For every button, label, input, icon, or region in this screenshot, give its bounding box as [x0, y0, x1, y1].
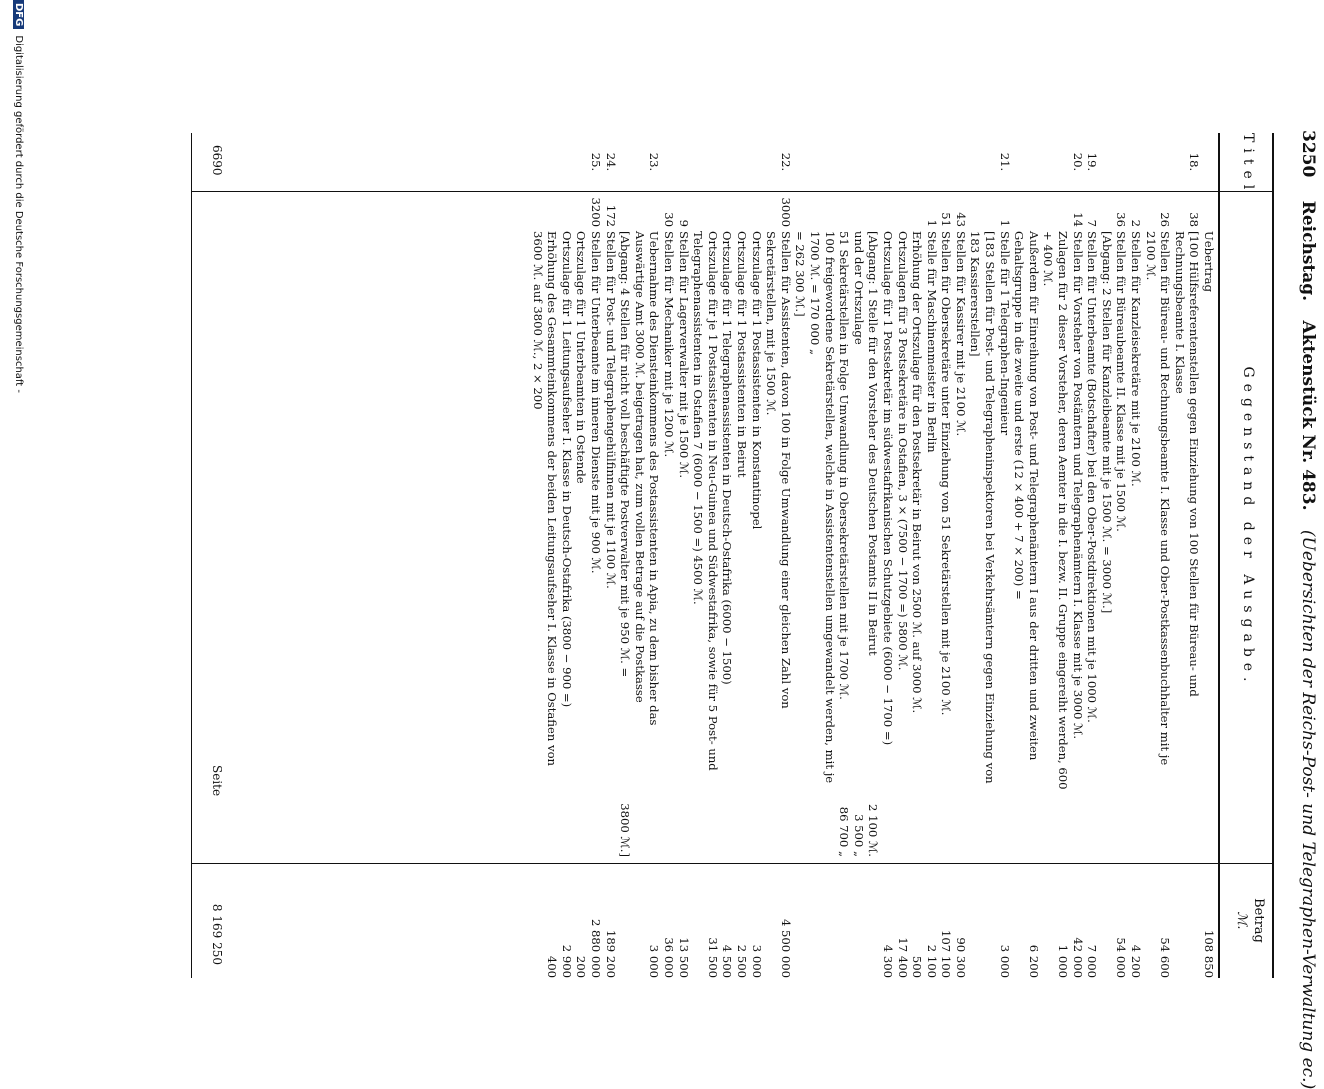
row-amount: 4 300: [880, 944, 895, 978]
row-amount: [807, 863, 836, 988]
row-count: [793, 191, 808, 231]
row-count: [720, 191, 735, 231]
row-text: Stellen für Obersekretäre unter Einziehung von 51 Sekretärstellen mit je 2100 ℳ.: [939, 231, 954, 716]
table-row: [1012, 133, 1041, 978]
digitization-text: Digitalisierung gefördert durch die Deutsche Forschungsgemeinschaft -: [13, 35, 24, 393]
table-row: [764, 133, 793, 978]
row-text: Stellen für Lagerverwalter mit je 1500 ℳ.: [676, 231, 691, 479]
row-count: [691, 191, 720, 231]
row-subamount: [997, 791, 1012, 863]
table-row: [793, 133, 808, 978]
row-subamount: [676, 791, 691, 863]
row-subamount: [793, 791, 808, 863]
row-subamount: [924, 791, 939, 863]
table-row: [939, 133, 954, 978]
table-row: [851, 133, 866, 978]
row-titel: [953, 133, 968, 191]
row-amount: 400: [545, 955, 560, 978]
row-text: Ortszulage für 1 Postassistenten in Konstantinopel: [749, 231, 764, 530]
table-row: [1128, 133, 1143, 978]
footer-sum: 8 169 250: [210, 903, 224, 965]
row-count: 172: [603, 204, 618, 227]
row-titel: [749, 133, 764, 191]
row-text: Stellen für Vorsteher von Postämtern und Telegraphenämtern I. Klasse mit je 3000 ℳ.: [1070, 231, 1085, 740]
row-subamount: [953, 791, 968, 863]
row-text: Erhöhung der Ortszulage für den Postsekretär in Beirut von 2500 ℳ. auf 3000 ℳ.: [910, 231, 925, 714]
row-count: [530, 191, 559, 231]
row-subamount: [1012, 791, 1041, 863]
row-text: Stellen für Unterbeamte (Botschafter) bei den Ober-Postdirektionen mit je 1000 ℳ.: [1085, 231, 1100, 723]
row-subamount: [734, 791, 749, 863]
table-row: [603, 133, 618, 978]
table-row: [618, 133, 633, 978]
row-count: [618, 191, 633, 231]
row-titel: [1041, 133, 1070, 191]
row-titel: 25.: [589, 152, 604, 172]
row-text: 100 freigewordene Sekretärstellen, welche in Assistentenstellen umgewandelt werden, mit je 1700 ℳ. = 170 000 „: [807, 231, 837, 787]
row-subamount: [749, 791, 764, 863]
row-count: [1012, 191, 1041, 231]
row-count: [734, 191, 749, 231]
table-row: [720, 133, 735, 978]
row-text: Stelle für 1 Telegraphen-Ingenieur: [997, 231, 1012, 436]
row-subamount: [603, 791, 618, 863]
row-subamount: 86 700 „: [837, 806, 852, 857]
row-titel: [924, 133, 939, 191]
row-subamount: [574, 791, 589, 863]
header-aktenstueck: Aktenstück Nr. 483.: [1298, 320, 1318, 511]
row-titel: [559, 133, 574, 191]
row-amount: 2 880 000: [589, 918, 604, 978]
row-count: 26: [1158, 212, 1173, 227]
row-amount: 3 000: [997, 944, 1012, 978]
row-count: 3200: [589, 197, 604, 227]
row-count: 43: [953, 212, 968, 227]
row-amount: 6 200: [1026, 944, 1041, 978]
row-amount: 1 000: [1056, 944, 1071, 978]
row-amount: 90 300: [953, 937, 968, 978]
row-text: [100 Hülfsreferentenstellen gegen Einziehung von 100 Stellen für Büreau- und Rechnungsbeamte I. Klasse: [1172, 231, 1202, 701]
table-row: [530, 133, 559, 978]
row-subamount: [1114, 791, 1129, 863]
table-row: [997, 133, 1012, 978]
row-subamount: 3 500 „: [851, 814, 866, 857]
row-count: 9: [676, 219, 691, 227]
row-amount: [968, 863, 997, 988]
row-count: [807, 191, 836, 231]
table-row: [924, 133, 939, 978]
row-text: [Abgang: 2 Stellen für Kanzleibeamte mit je 1500 ℳ. = 3000 ℳ.]: [1099, 231, 1114, 614]
row-count: [851, 191, 866, 231]
row-text: Ortszulage für 1 Postsekretär im südwestafrikanischen Schutzgebiete (6000 − 1700 =): [880, 231, 895, 746]
page-header: [1288, 130, 1318, 1089]
row-text: Ortszulage für 1 Leitungsaufseher I. Klasse in Deutsch-Ostafrika (3800 − 900 =): [559, 231, 574, 708]
footer-count: 6690: [210, 145, 224, 176]
row-text: Außerdem für Einreihung von Post- und Telegraphenämtern I aus der dritten und zweiten Gehaltsgruppe in die zweite und erste (12 × 400 + 7 × 200) =: [1012, 231, 1041, 765]
row-subamount: [895, 791, 910, 863]
row-amount: 4 200: [1129, 944, 1144, 978]
column-header-titel: Titel: [1218, 133, 1272, 191]
header-subtitle: (Uebersichten der Reichs-Post- und Telegraphen-Verwaltung ec.): [1298, 529, 1318, 1089]
dfg-logo: DFG: [13, 0, 24, 29]
row-titel: [574, 133, 589, 191]
row-amount: 189 200: [603, 930, 618, 978]
table-row: [866, 133, 881, 978]
table-row: [910, 133, 925, 978]
row-amount: 3 000: [749, 944, 764, 978]
table-row: [632, 133, 661, 978]
row-titel: [807, 133, 836, 191]
table-row: [1114, 133, 1129, 978]
row-titel: [837, 133, 852, 191]
table-row: [749, 133, 764, 978]
row-text: Ortszulage für je 1 Postassistenten in Neu-Guinea und Südwestafrika, sowie für 5 Post- und Telegraphenassistenten in Ostafien 7 (6000 − 1500 =) 4500 ℳ.: [691, 231, 720, 775]
table-row: [676, 133, 691, 978]
table-row: [1099, 133, 1114, 978]
row-subamount: [632, 791, 661, 863]
row-titel: [939, 133, 954, 191]
row-subamount: [939, 791, 954, 863]
digitization-note: [13, 0, 24, 393]
row-count: [837, 191, 852, 231]
row-subamount: [559, 791, 574, 863]
row-amount: 2 100: [924, 944, 939, 978]
row-text: Stellen für Kassirer mit je 2100 ℳ.: [953, 231, 968, 437]
row-text: Stellen für Post- und Telegraphengehülfinnen mit je 1100 ℳ.: [603, 231, 618, 589]
row-subamount: [1201, 791, 1216, 863]
row-titel: [618, 133, 633, 191]
row-titel: [530, 133, 559, 191]
row-text: Ortszulage für 1 Telegraphenassistenten in Deutsch-Ostafrika (6000 − 1500): [720, 231, 735, 685]
row-titel: [1128, 133, 1143, 191]
row-text: Stellen für Mechaniker mit je 1200 ℳ.: [662, 231, 677, 458]
row-amount: [866, 863, 881, 988]
row-text: Stellen für Büreau- und Rechnungsbeamte I. Klasse und Ober-Postkassenbuchhalter mit je 2100 ℳ.: [1143, 231, 1173, 769]
row-titel: [851, 133, 866, 191]
row-amount: 2 500: [735, 944, 749, 978]
row-amount: [1099, 863, 1114, 988]
table-row: [837, 133, 852, 978]
row-amount: 4 500: [720, 944, 735, 978]
row-amount: [851, 863, 866, 988]
row-subamount: [530, 791, 559, 863]
row-text: Stellen für Unterbeamte im inneren Dienste mit je 900 ℳ.: [589, 231, 604, 574]
row-count: 38: [1187, 212, 1202, 227]
row-titel: 24.: [603, 152, 618, 172]
row-text: Stellen für Büreaubeamte II. Klasse mit je 1500 ℳ.: [1114, 231, 1129, 532]
row-text: Ortszulagen für 3 Postsekretäre in Ostafien, 3 × (7500 − 1700 =) 5800 ℳ.: [895, 231, 910, 671]
row-titel: [968, 133, 997, 191]
row-text: Uebertrag: [1202, 231, 1216, 292]
row-titel: 19.: [1085, 152, 1100, 172]
row-amount: 4 500 000: [778, 918, 793, 978]
row-titel: 23.: [647, 152, 662, 172]
footer-label: Seite: [210, 765, 224, 797]
row-text: Ortszulage für 1 Unterbeamten in Ostende: [574, 231, 589, 484]
row-subamount: [1085, 791, 1100, 863]
row-subamount: [1099, 791, 1114, 863]
row-titel: [1114, 133, 1129, 191]
row-subamount: 3800 ℳ.]: [618, 803, 633, 857]
table-row: [559, 133, 574, 978]
row-amount: 54 600: [1158, 937, 1173, 978]
row-count: [749, 191, 764, 231]
row-titel: [661, 133, 676, 191]
table-row: [691, 133, 720, 978]
row-subamount: [764, 791, 793, 863]
row-amount: 42 000: [1070, 937, 1085, 978]
row-titel: [880, 133, 895, 191]
table-row: [1201, 133, 1216, 978]
row-text: [Abgang: 1 Stelle für den Vorsteher des Deutschen Postamts II in Beirut: [866, 231, 881, 656]
row-count: [574, 191, 589, 231]
row-titel: 22.: [778, 152, 793, 172]
row-text: Uebernahme des Diensteinkommens des Postassistenten in Apia, zu dem bisher das Auswärtige Amt 3000 ℳ. beigetragen hat, zum vollen Betrage auf die Postkasse: [632, 231, 662, 730]
row-amount: 2 900: [559, 944, 574, 978]
table-row: [588, 133, 603, 978]
row-amount: 13 500: [676, 937, 691, 978]
row-count: 1: [924, 219, 939, 227]
row-text: = 262 300 ℳ.]: [793, 231, 808, 317]
row-subamount: [1143, 791, 1172, 863]
header-reichstag: Reichstag.: [1298, 200, 1318, 302]
row-titel: [720, 133, 735, 191]
row-amount: [837, 863, 852, 988]
table-row: [1085, 133, 1100, 978]
row-count: [559, 191, 574, 231]
row-count: 7: [1085, 219, 1100, 227]
row-titel: [1099, 133, 1114, 191]
table-row: [734, 133, 749, 978]
row-titel: [734, 133, 749, 191]
table-row: [1070, 133, 1085, 978]
row-titel: 21.: [997, 152, 1012, 172]
table-row: [880, 133, 895, 978]
row-count: [968, 191, 997, 231]
row-subamount: [880, 791, 895, 863]
row-subamount: [1070, 791, 1085, 863]
table-row: [1041, 133, 1070, 978]
row-count: 1: [997, 219, 1012, 227]
row-titel: [793, 133, 808, 191]
row-count: [1041, 191, 1070, 231]
row-count: 36: [1114, 212, 1129, 227]
row-text: Erhöhung des Gesammteinkommens der beiden Leitungsaufseher I. Klasse in Ostafien von 3600 ℳ. auf 3800 ℳ., 2 × 200: [530, 231, 560, 770]
row-count: [910, 191, 925, 231]
row-subamount: 2 100 ℳ.: [866, 804, 881, 857]
row-amount: 108 850: [1202, 930, 1216, 978]
row-count: [632, 191, 661, 231]
row-amount: 500: [910, 955, 925, 978]
row-subamount: [910, 791, 925, 863]
row-titel: [1143, 133, 1172, 191]
row-titel: 18.: [1187, 152, 1202, 172]
table-body: [530, 133, 1216, 978]
page-number: 3250: [1298, 130, 1318, 178]
table-row: [968, 133, 997, 978]
table-row: [1172, 133, 1201, 978]
row-subamount: [588, 791, 603, 863]
row-subamount: [807, 791, 836, 863]
row-count: 3000: [778, 197, 793, 227]
row-subamount: [661, 791, 676, 863]
row-count: [1099, 191, 1114, 231]
row-count: [1201, 191, 1216, 231]
row-subamount: [691, 791, 720, 863]
table-row: [807, 133, 836, 978]
column-header-betrag: Betrag ℳ.: [1218, 863, 1272, 978]
row-count: [866, 191, 881, 231]
row-amount: 107 100: [939, 930, 954, 978]
row-amount: [1172, 863, 1201, 988]
row-amount: 3 000: [647, 944, 662, 978]
row-count: 30: [662, 212, 677, 227]
row-amount: 7 000: [1085, 944, 1100, 978]
row-titel: [1012, 133, 1041, 191]
row-text: [Abgang: 4 Stellen für nicht voll beschäftigte Postverwalter mit je 950 ℳ. =: [618, 231, 633, 678]
row-amount: [793, 863, 808, 988]
row-amount: 36 000: [662, 937, 677, 978]
row-text: und der Ortszulage: [851, 231, 866, 345]
row-amount: 200: [574, 955, 589, 978]
row-text: Stellen für Assistenten, davon 100 in Folge Umwandlung einer gleichen Zahl von Sekretärstellen, mit je 1500 ℳ.: [764, 231, 793, 713]
row-titel: [895, 133, 910, 191]
row-text: Stellen für Kanzleisekretäre mit je 2100 ℳ.: [1129, 231, 1144, 487]
table-row: [574, 133, 589, 978]
row-amount: [618, 863, 633, 988]
row-subamount: [1172, 791, 1201, 863]
budget-table: [191, 133, 1274, 978]
table-row: [895, 133, 910, 978]
row-amount: 54 000: [1114, 937, 1129, 978]
table-row: [661, 133, 676, 978]
row-titel: [691, 133, 720, 191]
table-row: [1143, 133, 1172, 978]
row-titel: [1201, 133, 1216, 191]
row-titel: [676, 133, 691, 191]
row-text: Stelle für Maschinenmeister in Berlin: [924, 231, 939, 453]
row-text: [183 Stellen für Post- und Telegrapheninspektoren bei Verkehrsämtern gegen Einziehung von 183 Kassiererstellen]: [968, 231, 998, 788]
row-count: [880, 191, 895, 231]
row-text: 51 Sekretärstellen in Folge Umwandlung in Obersekretärstellen mit je 1700 ℳ.: [837, 231, 852, 700]
row-amount: 31 500: [705, 937, 720, 978]
row-subamount: [1128, 791, 1143, 863]
row-amount: 17 400: [895, 937, 910, 978]
column-header-gegenstand: Gegenstand der Ausgabe.: [1218, 191, 1272, 863]
row-titel: 20.: [1070, 152, 1085, 172]
row-subamount: [720, 791, 735, 863]
row-count: 14: [1070, 212, 1085, 227]
row-subamount: [1041, 791, 1070, 863]
row-count: 51: [939, 212, 954, 227]
row-count: [895, 191, 910, 231]
row-text: Zulagen für 2 dieser Vorsteher, deren Aemter in die I. bezw. II. Gruppe eingereiht werden, 600 + 400 ℳ.: [1041, 231, 1071, 794]
row-subamount: [968, 791, 997, 863]
row-text: Ortszulage für 1 Postassistenten in Beirut: [735, 231, 749, 478]
table-row: [953, 133, 968, 978]
row-titel: [910, 133, 925, 191]
row-titel: [866, 133, 881, 191]
row-count: 2: [1129, 219, 1144, 227]
